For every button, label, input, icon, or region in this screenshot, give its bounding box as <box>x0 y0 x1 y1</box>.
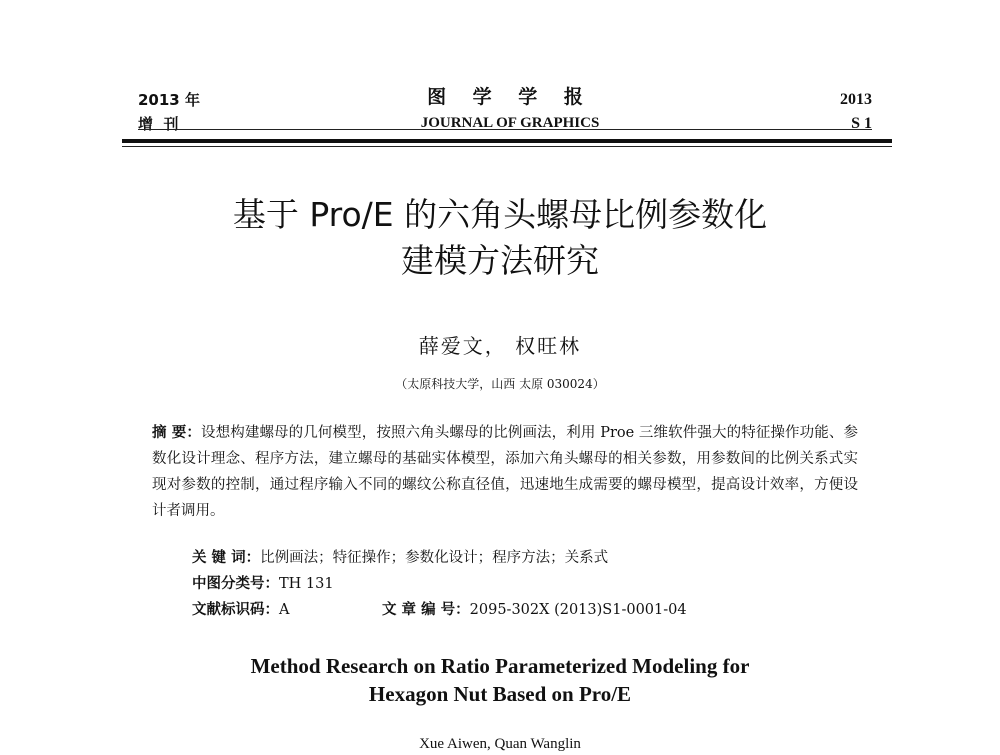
header-issue-cn: 增 刊 <box>138 115 179 133</box>
header-year: 2013 <box>840 91 872 108</box>
authors-en: Xue Aiwen, Quan Wanglin <box>419 736 581 752</box>
abstract <box>152 420 858 524</box>
journal-name-en: JOURNAL OF GRAPHICS <box>420 115 600 131</box>
paper-title-line1: 基于 Pro/E 的六角头螺母比例参数化 <box>232 195 768 234</box>
clc-row <box>192 571 852 597</box>
clc-label: 中图分类号： <box>192 576 279 592</box>
header-rule-thin-lower <box>122 146 892 147</box>
doc-code-value: A <box>279 602 290 618</box>
journal-name-cn: 图 学 学 报 <box>427 86 593 108</box>
clc-value: TH 131 <box>279 576 334 592</box>
paper-title-en-line1: Method Research on Ratio Parameterized Modeling for <box>250 654 750 678</box>
doc-code-label: 文献标识码： <box>192 602 279 618</box>
header-issue: S 1 <box>851 115 872 132</box>
header-rule-thin <box>138 129 872 130</box>
paper-title-en <box>0 652 1000 708</box>
affiliation-cn: （太原科技大学，山西 太原 030024） <box>395 377 605 391</box>
paper-title-en-line2: Hexagon Nut Based on Pro/E <box>368 682 632 706</box>
abstract-text: 设想构建螺母的几何模型，按照六角头螺母的比例画法，利用 Proe 三维软件强大的特征操作功能、参数化设计理念、程序方法，建立螺母的基础实体模型，添加六角头螺母的相关参数，用参数间的比例关系式实现对参数的控制，通过程序输入不同的螺纹公称直径值，迅速地生成需要的螺母模型，提高设计效率，方便设计者调用。 <box>152 425 858 519</box>
article-number-value: 2095-302X (2013)S1-0001-04 <box>469 602 687 618</box>
paper-title-cn <box>0 192 1000 284</box>
authors-cn: 薛爱文， 权旺林 <box>418 334 582 358</box>
header-rule-thick <box>122 139 892 143</box>
doc-info-row <box>192 597 852 623</box>
article-number-label: 文 章 编 号： <box>382 602 470 618</box>
paper-title-line2: 建模方法研究 <box>401 241 599 280</box>
header-center <box>380 84 640 134</box>
keywords-text: 比例画法；特征操作；参数化设计；程序方法；关系式 <box>260 550 609 566</box>
header-year-cn: 2013 年 <box>138 91 200 109</box>
article-number <box>382 597 687 623</box>
keywords-label: 关 键 词： <box>192 550 261 566</box>
keywords-row <box>192 545 852 571</box>
abstract-label: 摘 要： <box>152 425 201 441</box>
